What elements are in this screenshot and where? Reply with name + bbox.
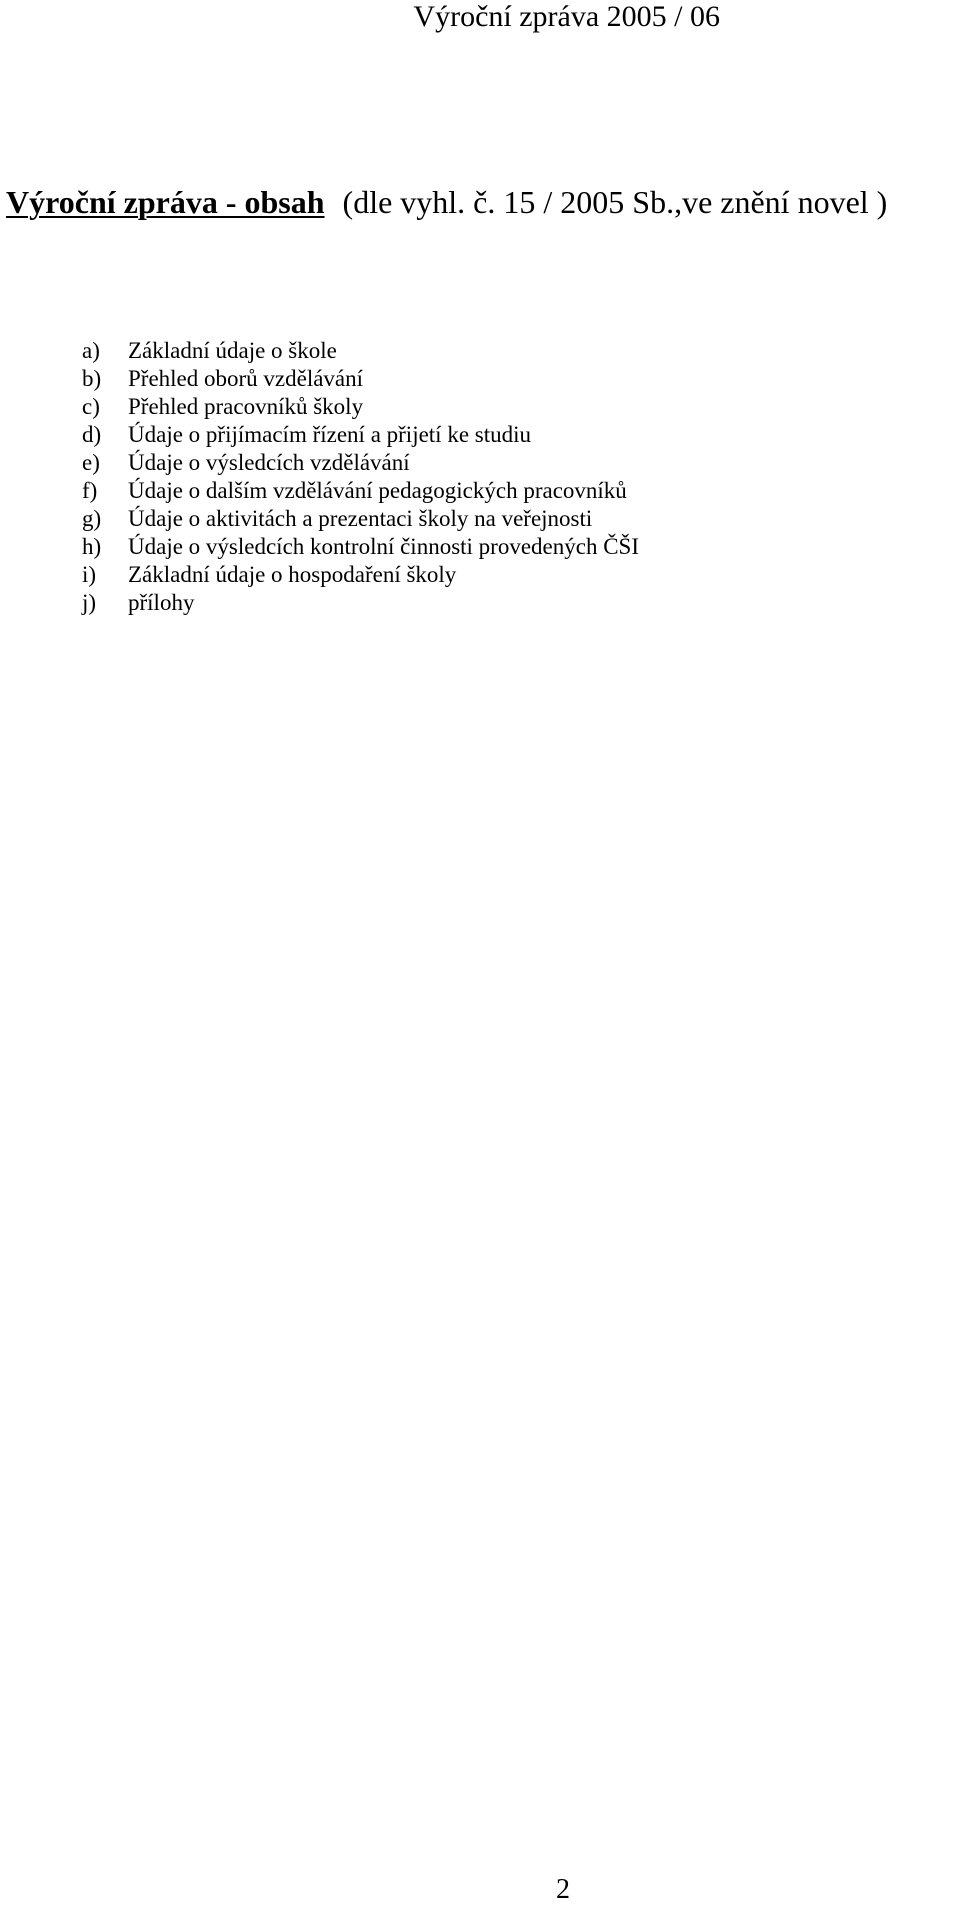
toc-item-d	[82, 421, 639, 449]
toc-letter: i)	[82, 562, 97, 587]
page-number: 2	[556, 1874, 570, 1905]
toc-item-a	[82, 337, 639, 365]
toc-text: Údaje o výsledcích kontrolní činnosti provedených ČŠI	[128, 534, 640, 559]
toc-letter: e)	[82, 450, 100, 475]
toc-letter: a)	[82, 338, 100, 363]
toc-item-c	[82, 393, 639, 421]
toc-item-f	[82, 477, 639, 505]
toc-text: Přehled oborů vzdělávání	[128, 366, 364, 391]
toc-text: Údaje o dalším vzdělávání pedagogických pracovníků	[128, 478, 627, 503]
toc-letter: g)	[82, 506, 102, 531]
toc-letter: d)	[82, 422, 102, 447]
running-header: Výroční zpráva 2005 / 06	[413, 0, 720, 33]
toc-text: Údaje o aktivitách a prezentaci školy na veřejnosti	[128, 506, 593, 531]
toc-letter: j)	[82, 590, 97, 615]
document-title	[6, 182, 887, 222]
document-title-main: Výroční zpráva - obsah	[6, 184, 325, 220]
toc-text: Údaje o přijímacím řízení a přijetí ke studiu	[128, 422, 532, 447]
table-of-contents	[82, 337, 639, 617]
toc-text: Základní údaje o škole	[128, 338, 337, 363]
document-title-subtitle: (dle vyhl. č. 15 / 2005 Sb.,ve znění novel )	[342, 184, 888, 220]
toc-letter: c)	[82, 394, 100, 419]
toc-item-b	[82, 365, 639, 393]
toc-item-e	[82, 449, 639, 477]
toc-item-g	[82, 505, 639, 533]
toc-item-j	[82, 589, 639, 617]
toc-text: Přehled pracovníků školy	[128, 394, 364, 419]
toc-letter: b)	[82, 366, 102, 391]
toc-item-i	[82, 561, 639, 589]
toc-letter: h)	[82, 534, 102, 559]
toc-item-h	[82, 533, 639, 561]
toc-letter: f)	[82, 478, 98, 503]
toc-text: Údaje o výsledcích vzdělávání	[128, 450, 410, 475]
toc-text: Základní údaje o hospodaření školy	[128, 562, 457, 587]
toc-text: přílohy	[128, 590, 195, 615]
